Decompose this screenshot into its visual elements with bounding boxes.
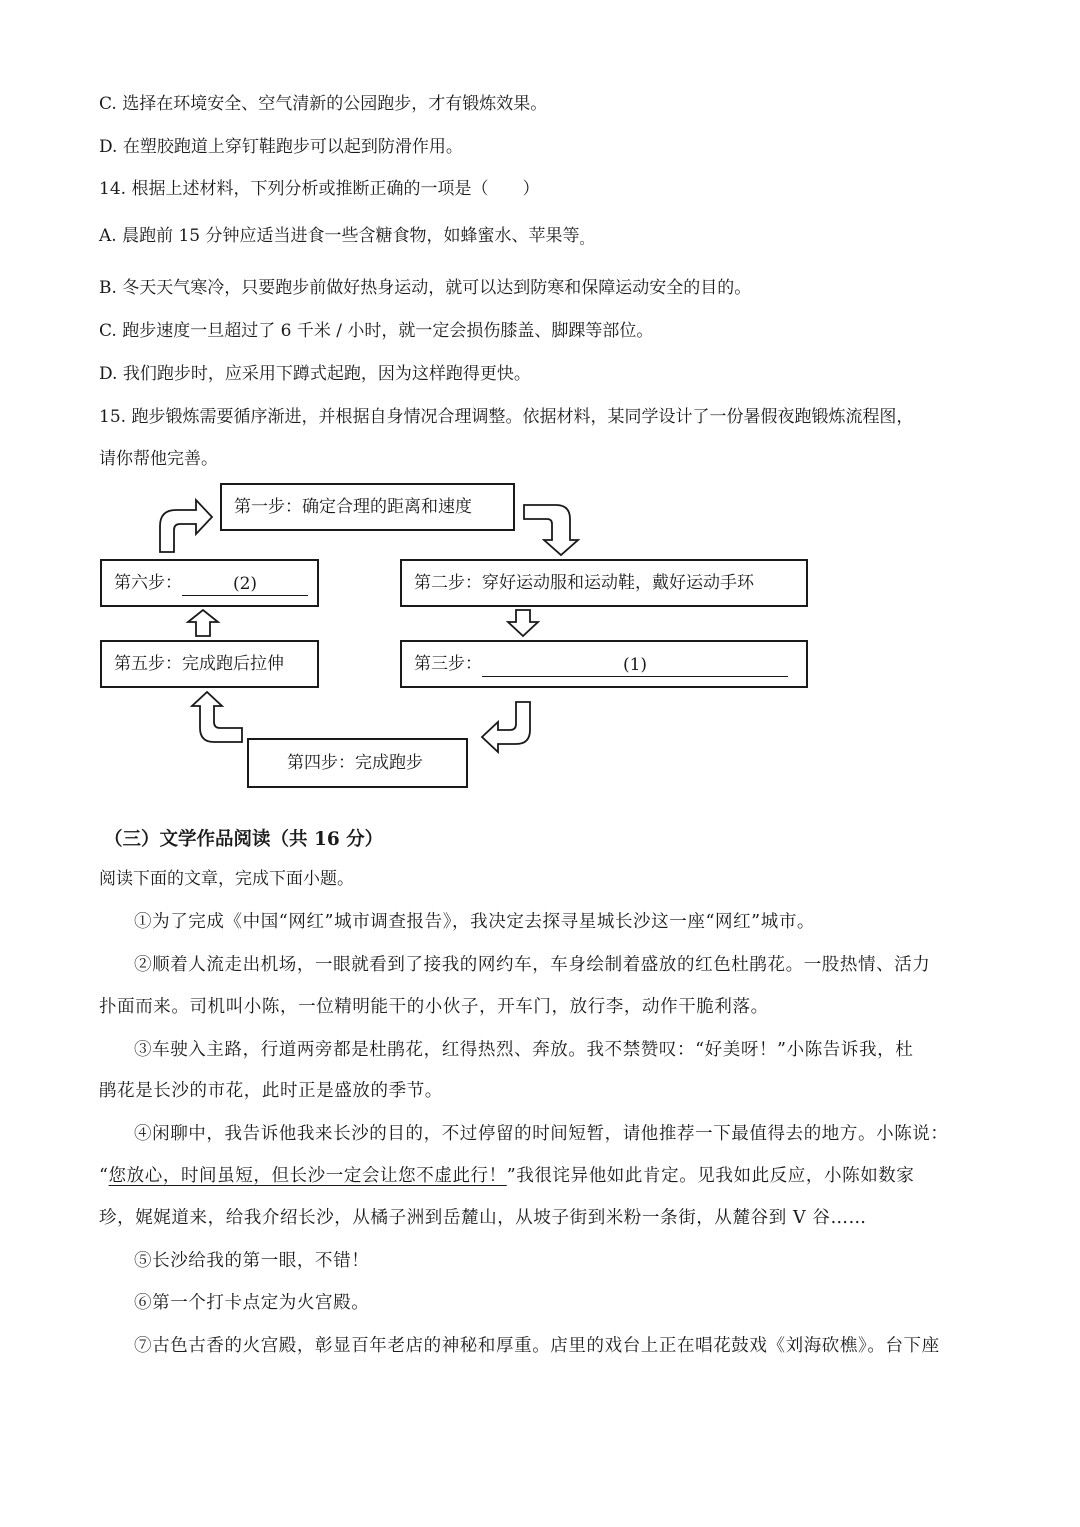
q14-stem: 14. 根据上述材料，下列分析或推断正确的一项是（ ）: [99, 179, 540, 199]
arrow-step1-to-step2: [524, 505, 578, 555]
flow-step5-text: 第五步：完成跑后拉伸: [114, 654, 284, 674]
paragraph-4-line3: 珍，娓娓道来，给我介绍长沙，从橘子洲到岳麓山，从坡子街到米粉一条街，从麓谷到 V 谷……: [99, 1208, 867, 1228]
underlined-quote: 您放心，时间虽短，但长沙一定会让您不虚此行！: [108, 1166, 507, 1186]
paragraph-1: ①为了完成《中国“网红”城市调查报告》，我决定去探寻星城长沙这一座“网红”城市。: [134, 912, 816, 932]
q13-option-d: D. 在塑胶跑道上穿钉鞋跑步可以起到防滑作用。: [99, 137, 463, 157]
section3-instruction: 阅读下面的文章，完成下面小题。: [99, 869, 354, 889]
paragraph-2-line2: 扑面而来。司机叫小陈，一位精明能干的小伙子，开车门，放行李，动作干脆利落。: [99, 997, 769, 1017]
flow-step2-text: 第二步：穿好运动服和运动鞋，戴好运动手环: [414, 573, 754, 593]
paragraph-3-line2: 鹃花是长沙的市花，此时正是盛放的季节。: [99, 1081, 443, 1101]
q15-stem-line2: 请你帮他完善。: [99, 449, 218, 469]
flow-step6-label: 第六步：: [114, 573, 182, 593]
flow-step4: [247, 738, 468, 788]
q14-option-a-end: 。: [579, 232, 594, 248]
arrow-step3-to-step4: [482, 702, 530, 752]
arrow-step5-to-step6: [188, 610, 218, 636]
flow-step6: [100, 559, 319, 607]
q14-option-b: B. 冬天天气寒冷，只要跑步前做好热身运动，就可以达到防寒和保障运动安全的目的。: [99, 278, 752, 298]
flow-step3-blank[interactable]: (1): [482, 654, 788, 677]
q14-option-c: C. 跑步速度一旦超过了 6 千米 / 小时，就一定会损伤膝盖、脚踝等部位。: [99, 321, 654, 341]
paragraph-6: ⑥第一个打卡点定为火宫殿。: [134, 1293, 370, 1313]
paragraph-4-line2: [99, 1166, 915, 1186]
flow-step1-text: 第一步：确定合理的距离和速度: [234, 497, 472, 517]
quote-open: “: [99, 1166, 109, 1186]
q14-option-a-text: A. 晨跑前 15 分钟应适当进食一些含糖食物，如蜂蜜水、苹果等: [99, 226, 580, 246]
q14-option-d: D. 我们跑步时，应采用下蹲式起跑，因为这样跑得更快。: [99, 364, 531, 384]
arrow-step2-to-step3: [508, 610, 538, 636]
arrow-step4-to-step5: [192, 692, 242, 742]
paragraph-5: ⑤长沙给我的第一眼，不错！: [134, 1251, 370, 1271]
paragraph-3-line1: ③车驶入主路，行道两旁都是杜鹃花，红得热烈、奔放。我不禁赞叹：“好美呀！”小陈告诉我，杜: [134, 1040, 914, 1060]
paragraph-2-line1: ②顺着人流走出机场，一眼就看到了接我的网约车，车身绘制着盛放的红色杜鹃花。一股热情、活力: [134, 955, 931, 975]
flow-step5: [100, 640, 319, 688]
flow-step3: [400, 640, 808, 688]
section3-heading: （三）文学作品阅读（共 16 分）: [104, 829, 384, 850]
paragraph-4-line1: ④闲聊中，我告诉他我来长沙的目的，不过停留的时间短暂，请他推荐一下最值得去的地方。小陈说：: [134, 1124, 949, 1144]
flow-step1: [220, 483, 515, 531]
paragraph-7-line1: ⑦古色古香的火宫殿，彰显百年老店的神秘和厚重。店里的戏台上正在唱花鼓戏《刘海砍樵》。台下座: [134, 1336, 940, 1356]
q15-stem-line1: 15. 跑步锻炼需要循序渐进，并根据自身情况合理调整。依据材料，某同学设计了一份暑假夜跑锻炼流程图，: [99, 407, 914, 427]
q13-option-c: C. 选择在环境安全、空气清新的公园跑步，才有锻炼效果。: [99, 94, 548, 114]
flow-step3-label: 第三步：: [414, 654, 482, 674]
arrow-step6-to-step1: [160, 500, 212, 552]
flow-step6-blank[interactable]: (2): [182, 573, 308, 596]
paragraph-4-line2-rest: ”我很诧异他如此肯定。见我如此反应，小陈如数家: [506, 1166, 915, 1186]
flow-step2: [400, 559, 808, 607]
flow-step4-text: 第四步：完成跑步: [287, 753, 423, 773]
